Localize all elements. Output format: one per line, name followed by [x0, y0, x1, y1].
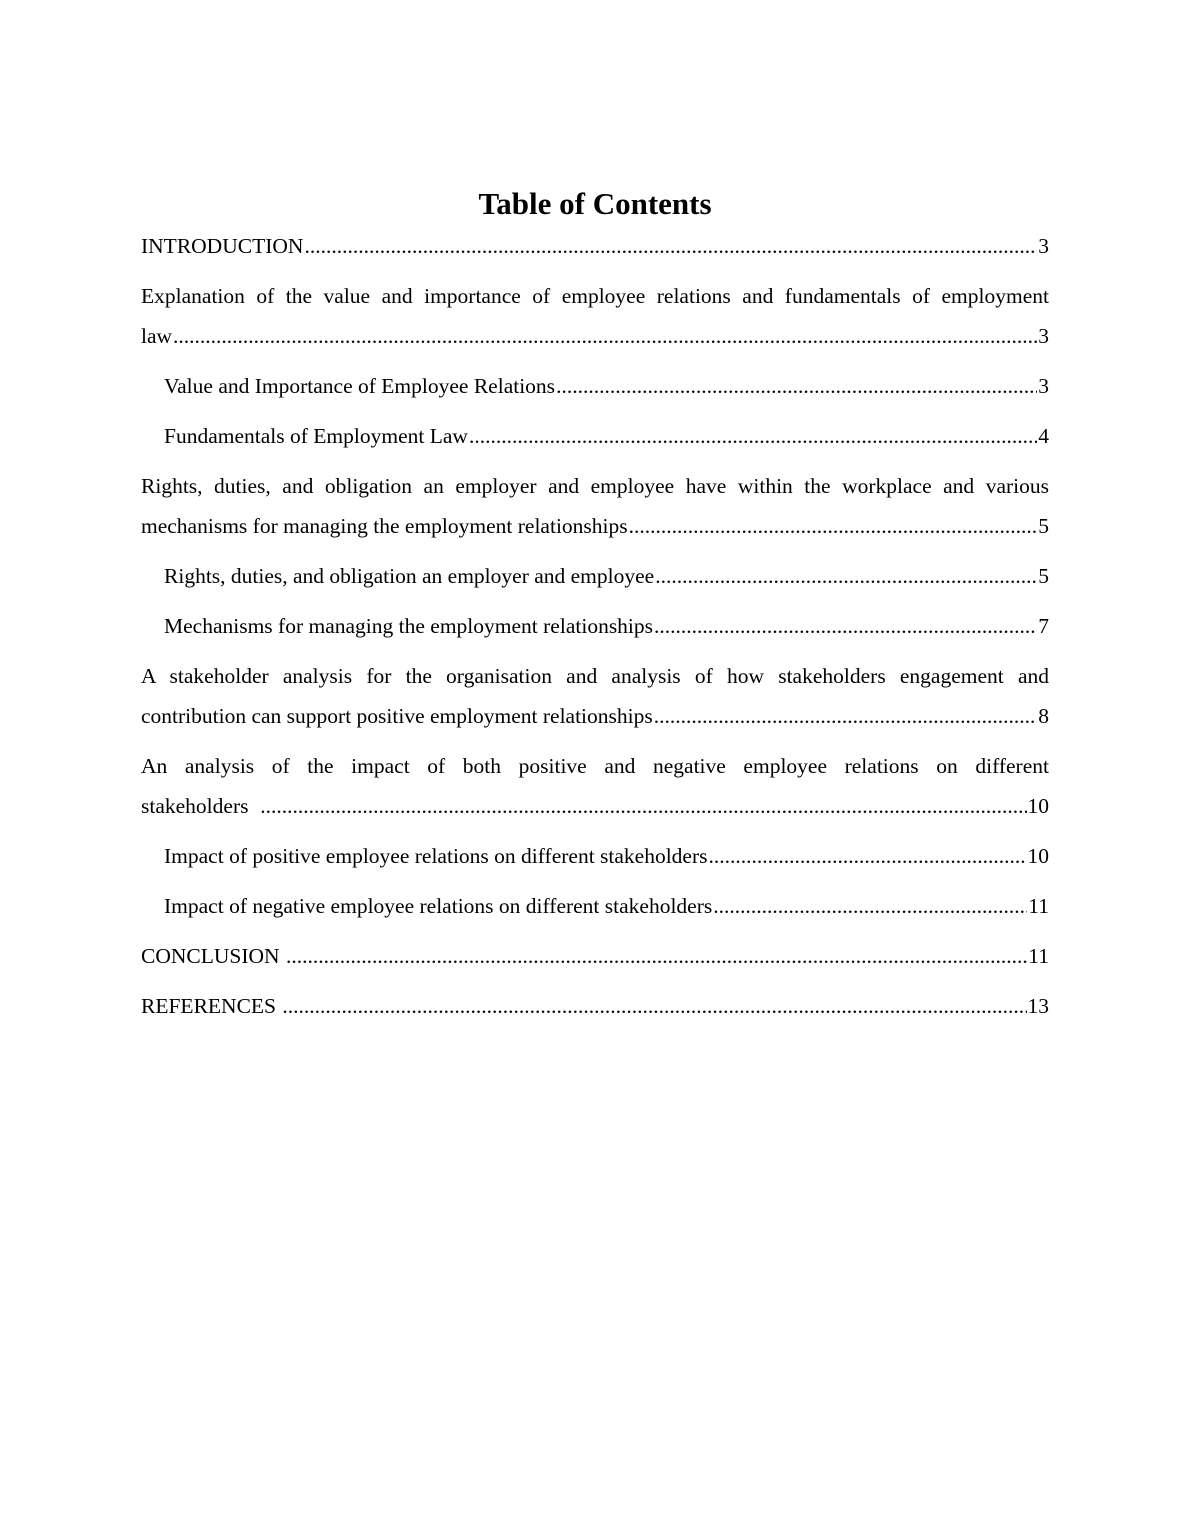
toc-entry-text: REFERENCES [141, 994, 282, 1018]
dot-leader [260, 786, 1026, 826]
dot-leader [629, 506, 1038, 546]
toc-entry-text-line1: An analysis of the impact of both positive and negative employee relations on different [141, 754, 1049, 778]
toc-entry-text: Fundamentals of Employment Law [164, 424, 468, 448]
toc-entry-text: Mechanisms for managing the employment relationships [164, 614, 654, 638]
toc-entry-text-line1: A stakeholder analysis for the organisation and analysis of how stakeholders engagement and [141, 664, 1049, 688]
toc-entry-rights-duties[interactable] [141, 556, 1049, 596]
toc-entry-explanation[interactable] [141, 276, 1049, 356]
dot-leader [469, 416, 1037, 456]
toc-entry-references[interactable] [141, 986, 1049, 1026]
toc-page-number: 8 [1038, 704, 1049, 728]
table-of-contents [141, 226, 1049, 1036]
toc-entry-text-line1: Explanation of the value and importance of employee relations and fundamentals of employment [141, 284, 1049, 308]
toc-entry-text: law [141, 324, 173, 348]
toc-page-number: 4 [1038, 424, 1049, 448]
toc-entry-text: Impact of positive employee relations on different stakeholders [164, 844, 708, 868]
toc-page-number: 5 [1038, 514, 1049, 538]
toc-page-number: 7 [1038, 614, 1049, 638]
toc-entry-text: stakeholders [141, 794, 260, 818]
toc-entry-text: INTRODUCTION [141, 234, 304, 258]
toc-entry-impact-analysis[interactable] [141, 746, 1049, 826]
toc-entry-conclusion[interactable] [141, 936, 1049, 976]
toc-entry-fundamentals[interactable] [141, 416, 1049, 456]
toc-page-number: 3 [1038, 374, 1049, 398]
toc-entry-positive-impact[interactable] [141, 836, 1049, 876]
toc-entry-text: mechanisms for managing the employment relationships [141, 514, 628, 538]
toc-page-number: 3 [1038, 324, 1049, 348]
dot-leader [713, 886, 1027, 926]
toc-page-number: 13 [1027, 994, 1049, 1018]
toc-entry-text: Value and Importance of Employee Relations [164, 374, 556, 398]
toc-entry-value-importance[interactable] [141, 366, 1049, 406]
dot-leader [556, 366, 1037, 406]
toc-entry-introduction[interactable] [141, 226, 1049, 266]
toc-page-number: 3 [1038, 234, 1049, 258]
dot-leader [709, 836, 1027, 876]
toc-entry-text: CONCLUSION [141, 944, 285, 968]
toc-page-number: 11 [1028, 944, 1049, 968]
toc-entry-text-line1: Rights, duties, and obligation an employer and employee have within the workplace and various [141, 474, 1049, 498]
toc-entry-text: Impact of negative employee relations on different stakeholders [164, 894, 713, 918]
dot-leader [173, 316, 1037, 356]
toc-entry-stakeholder-analysis[interactable] [141, 656, 1049, 736]
toc-title: Table of Contents [478, 186, 712, 221]
dot-leader [282, 986, 1026, 1026]
toc-page-number: 10 [1027, 794, 1049, 818]
toc-entry-text: Rights, duties, and obligation an employer and employee [164, 564, 655, 588]
toc-entry-rights-mechanisms[interactable] [141, 466, 1049, 546]
dot-leader [655, 556, 1037, 596]
dot-leader [304, 226, 1037, 266]
toc-entry-text: contribution can support positive employment relationships [141, 704, 653, 728]
toc-page-number: 10 [1027, 844, 1049, 868]
toc-page-number: 11 [1028, 894, 1049, 918]
dot-leader [654, 696, 1038, 736]
toc-page-number: 5 [1038, 564, 1049, 588]
dot-leader [286, 936, 1027, 976]
toc-entry-negative-impact[interactable] [141, 886, 1049, 926]
dot-leader [654, 606, 1037, 646]
toc-entry-mechanisms[interactable] [141, 606, 1049, 646]
